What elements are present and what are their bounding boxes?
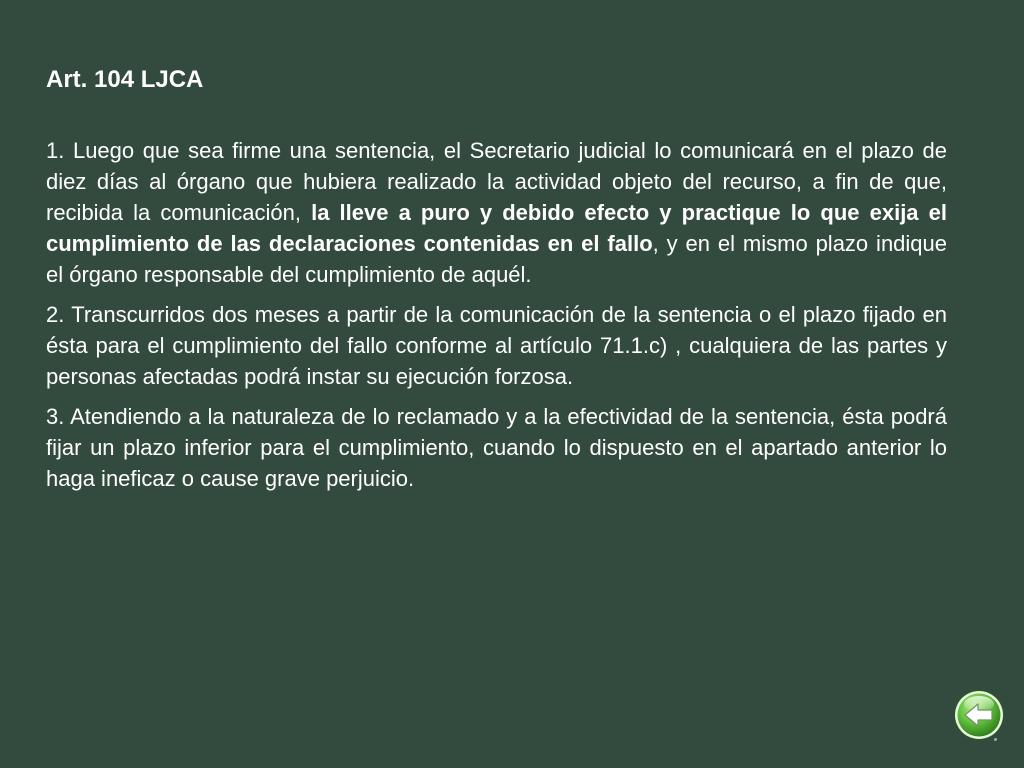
slide-marker-dot	[994, 738, 997, 741]
slide-title: Art. 104 LJCA	[46, 66, 204, 93]
paragraph-1-text-end: , y en el mismo plazo indique el órgano responsable del cumplimiento de aquél.	[46, 231, 948, 287]
paragraph-1	[46, 135, 947, 290]
slide-body	[46, 135, 947, 503]
back-arrow-icon	[952, 688, 1006, 742]
paragraph-3: 3. Atendiendo a la naturaleza de lo reclamado y a la efectividad de la sentencia, ésta podrá fijar un plazo inferior para el cumplimiento, cuando lo dispuesto en el apartado anterior lo haga ineficaz o cause grave perjuicio.	[46, 404, 947, 491]
paragraph-2: 2. Transcurridos dos meses a partir de la comunicación de la sentencia o el plazo fijado en ésta para el cumplimiento del fallo conforme al artículo 71.1.c) , cualquiera de las partes y personas afectadas podrá instar su ejecución forzosa.	[46, 302, 947, 389]
paragraph-1-text-start: 1. Luego que sea firme una sentencia, el Secretario judicial lo comunicará en el plazo de diez días al órgano que hubiera realizado la actividad objeto del recurso, a fin de que, recibida la comunicación,	[46, 138, 947, 225]
paragraph-1-bold-text: la lleve a puro y debido efecto y practique lo que exija el cumplimiento de las declaraciones contenidas en el fallo	[46, 200, 947, 256]
back-button[interactable]	[952, 688, 1006, 742]
